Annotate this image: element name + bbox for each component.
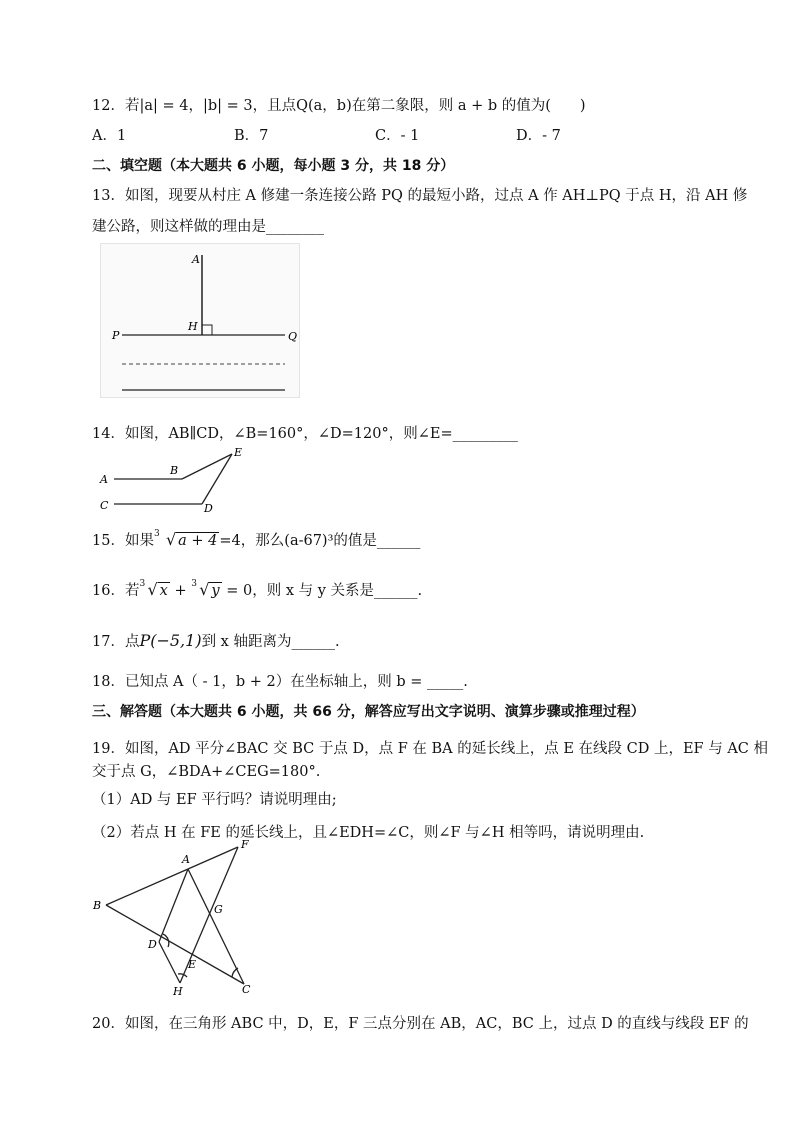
q19-label-g: G xyxy=(214,903,223,916)
q15-prefix: 15．如果 xyxy=(92,533,154,549)
q17-prefix: 17．点 xyxy=(92,634,140,650)
q14-text: 14．如图，AB∥CD，∠B=160°，∠D=120°，则∠E=_________ xyxy=(92,426,518,442)
q12-option-a: A．1 xyxy=(92,128,127,144)
q19-figure xyxy=(88,838,268,998)
q13-label-p: P xyxy=(112,329,120,342)
q19-label-e: E xyxy=(188,958,197,971)
q14-figure xyxy=(92,444,252,516)
q15-root-index: 3 xyxy=(153,529,160,539)
q19-label-b: B xyxy=(93,899,102,912)
radical-sign-icon: √ xyxy=(147,580,158,599)
q12-option-d: D．- 7 xyxy=(516,128,561,144)
radical-sign-icon: √ xyxy=(165,530,177,549)
q16-text: 16．若 3 √ x + 3 √ y = 0，则 x 与 y 关系是______. xyxy=(92,579,423,599)
q12-text: 12．若|a| = 4，|b| = 3，且点Q(a，b)在第二象限，则 a + b 的值为( ) xyxy=(92,98,586,114)
section-heading-fill-in: 二、填空题（本大题共 6 小题，每小题 3 分，共 18 分） xyxy=(92,158,455,174)
radical-sign-icon: √ xyxy=(199,580,210,599)
section-heading-solutions: 三、解答题（本大题共 6 小题，共 66 分，解答应写出文字说明、演算步骤或推理过程） xyxy=(92,704,645,720)
q19-text-line1: 19．如图，AD 平分∠BAC 交 BC 于点 D，点 F 在 BA 的延长线上，点 E 在线段 CD 上，EF 与 AC 相 xyxy=(92,741,769,757)
q13-figure xyxy=(100,243,300,398)
q13-text-line1: 13．如图，现要从村庄 A 修建一条连接公路 PQ 的最短小路，过点 A 作 AH⊥PQ 于点 H，沿 AH 修 xyxy=(92,188,748,204)
q19-label-h: H xyxy=(173,985,183,998)
q13-label-h: H xyxy=(188,320,198,333)
q15-cube-root xyxy=(154,530,219,551)
q12-option-b: B．7 xyxy=(234,128,269,144)
q19-label-f: F xyxy=(241,838,249,851)
q19-segment-dh xyxy=(159,942,180,983)
q13-text-line2: 建公路，则这样做的理由是________ xyxy=(92,219,324,235)
q17-text xyxy=(92,631,340,652)
q14-label-a: A xyxy=(100,473,108,486)
q16-cube-root-x: 3 √ x xyxy=(139,579,168,599)
q16-prefix: 16．若 xyxy=(92,583,140,599)
q19-label-c: C xyxy=(242,983,251,996)
q16-x: x xyxy=(159,583,168,599)
q19-subquestion-1: （1）AD 与 EF 平行吗？请说明理由; xyxy=(92,792,337,808)
q14-label-d: D xyxy=(204,502,213,515)
q15-radicand: a + 4 xyxy=(178,533,218,549)
q20-text: 20．如图，在三角形 ABC 中，D，E，F 三点分别在 AB，AC，BC 上，过点 D 的直线与线段 EF 的 xyxy=(92,1016,749,1032)
q14-label-e: E xyxy=(234,446,243,459)
q16-y: y xyxy=(211,583,220,599)
q14-label-c: C xyxy=(100,499,109,512)
q19-angle-mark-d xyxy=(163,934,169,947)
q17-point: P(−5,1) xyxy=(139,631,202,650)
q15-text xyxy=(92,530,420,551)
q13-label-q: Q xyxy=(288,330,298,343)
q19-text-line2: 交于点 G，∠BDA+∠CEG=180°. xyxy=(92,764,321,780)
q18-text: 18．已知点 A（ - 1，b + 2）在坐标轴上，则 b = _____. xyxy=(92,674,468,690)
q14-label-b: B xyxy=(170,464,179,477)
q19-label-d: D xyxy=(148,938,157,951)
q13-label-a: A xyxy=(192,253,200,266)
q19-subquestion-2: （2）若点 H 在 FE 的延长线上，且∠EDH=∠C，则∠F 与∠H 相等吗，请说明理由. xyxy=(92,825,645,841)
q16-cube-root-y: 3 √ y xyxy=(191,579,220,599)
q19-label-a: A xyxy=(182,853,190,866)
q17-suffix: 到 x 轴距离为______. xyxy=(201,634,340,650)
q19-segment-ac xyxy=(188,869,244,984)
q15-suffix: =4，那么(a-67)³的值是______ xyxy=(219,533,421,549)
q12-option-c: C．- 1 xyxy=(375,128,420,144)
q16-suffix: ，则 x 与 y 关系是______. xyxy=(252,583,423,599)
